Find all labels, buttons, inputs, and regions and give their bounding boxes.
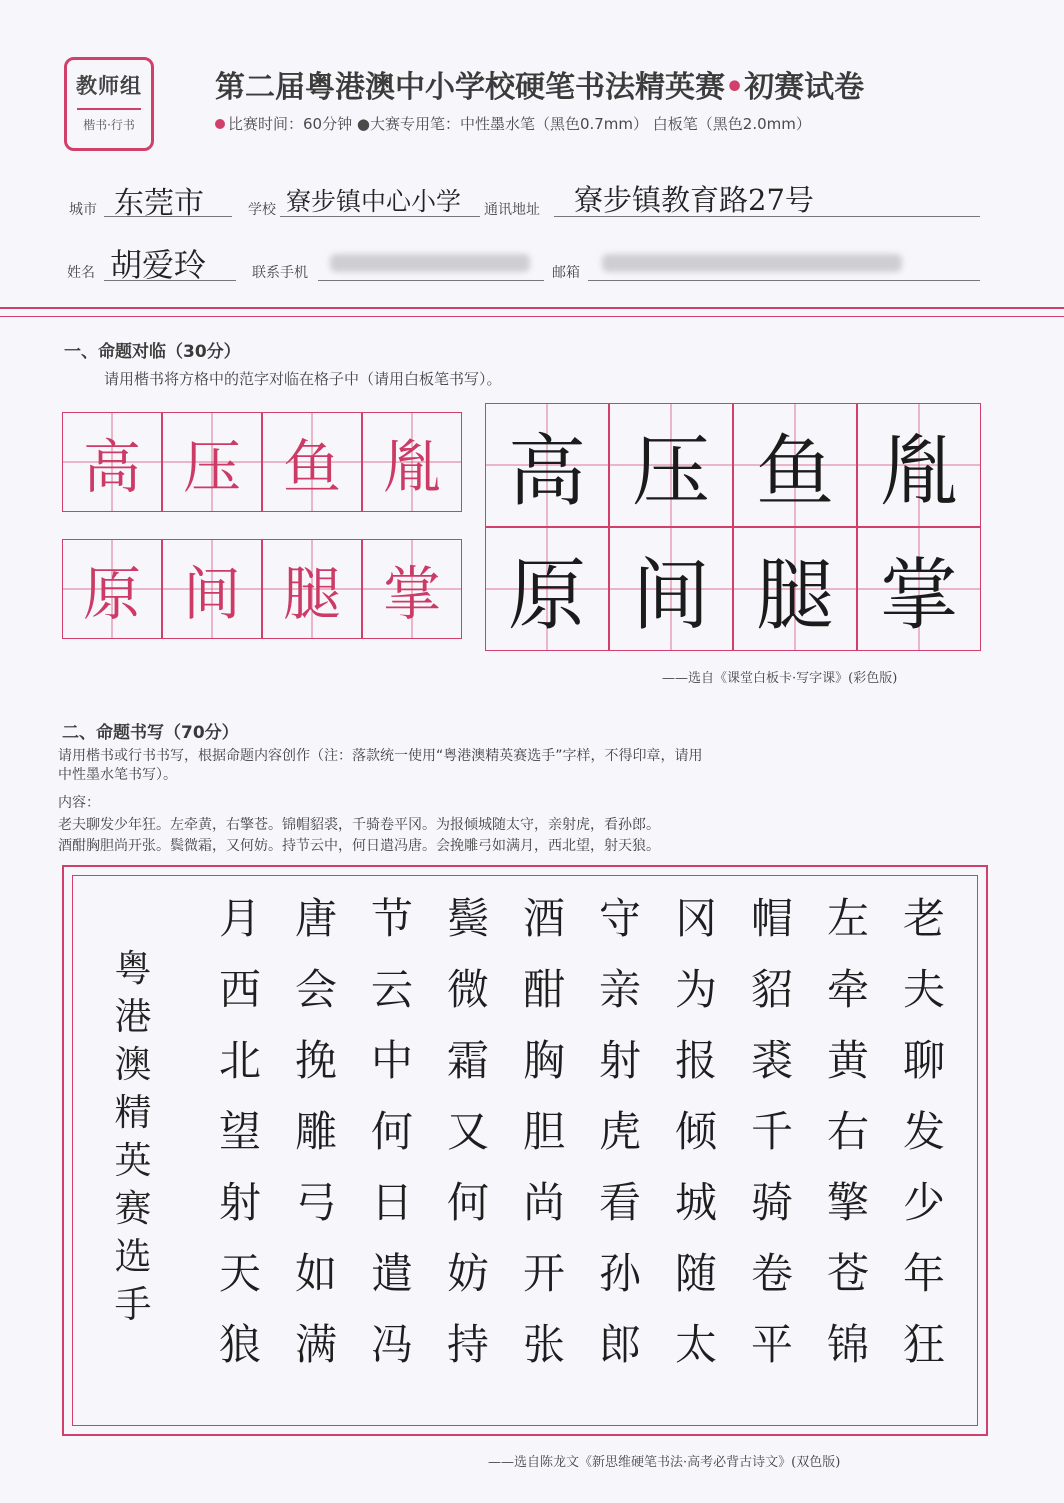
copy-cell: 掌 (362, 539, 462, 639)
section2-instruction-1: 请用楷书或行书书写，根据命题内容创作（注：落款统一使用“粤港澳精英赛选手”字样，不得印章，请用 (58, 748, 703, 764)
poem-char: 酒 (522, 894, 565, 943)
model-cell: 腿 (733, 527, 857, 651)
poem-char: 遣 (370, 1249, 413, 1298)
poem-char: 太 (674, 1320, 717, 1369)
model-cell: 鱼 (733, 403, 857, 527)
poem-char: 妨 (446, 1249, 489, 1298)
model-cell: 原 (485, 527, 609, 651)
school-field[interactable] (280, 180, 480, 217)
poem-char: 酣 (522, 965, 565, 1014)
title-main: 第二届粤港澳中小学校硬笔书法精英赛 (215, 70, 725, 105)
poem-char: 开 (522, 1249, 565, 1298)
poem-char: 西 (218, 965, 261, 1014)
name-field[interactable] (104, 240, 236, 284)
poem-char: 平 (750, 1320, 793, 1369)
poem-char: 年 (902, 1249, 945, 1298)
content-line-1: 老夫聊发少年狂。左牵黄，右擎苍。锦帽貂裘，千骑卷平冈。为报倾城随太守，亲射虎，看孙郎。 (58, 817, 660, 833)
poem-char: 狂 (902, 1320, 945, 1369)
poem-char: 月 (218, 894, 261, 943)
email-label: 邮箱 (552, 265, 580, 281)
poem-char: 裘 (750, 1036, 793, 1085)
signature-char: 选 (114, 1235, 152, 1278)
poem-char: 牵 (826, 965, 869, 1014)
poem-char: 尚 (522, 1178, 565, 1227)
poem-char: 擎 (826, 1178, 869, 1227)
copy-cell: 高 (62, 412, 162, 512)
city-value: 东莞市 (114, 186, 204, 221)
signature-char: 手 (114, 1283, 152, 1326)
signature (110, 945, 156, 1329)
address-value: 寮步镇教育路27号 (574, 183, 814, 217)
section1-source: ——选自《课堂白板卡·写字课》(彩色版) (662, 671, 898, 686)
poem-column (894, 883, 954, 1380)
poem-column (514, 883, 574, 1380)
poem-char: 微 (446, 965, 489, 1014)
poem-char: 鬓 (446, 894, 489, 943)
section1-instruction: 请用楷书将方格中的范字对临在格子中（请用白板笔书写）。 (104, 370, 502, 388)
poem-char: 日 (370, 1178, 413, 1227)
poem-char: 射 (598, 1036, 641, 1085)
poem-char: 貂 (750, 965, 793, 1014)
poem-char: 持 (446, 1320, 489, 1369)
poem-column (666, 883, 726, 1380)
poem-char: 虎 (598, 1107, 641, 1156)
model-cell: 胤 (857, 403, 981, 527)
poem-char: 胆 (522, 1107, 565, 1156)
poem-char: 郎 (598, 1320, 641, 1369)
email-field[interactable] (588, 244, 980, 281)
poem-char: 夫 (902, 965, 945, 1014)
signature-char: 赛 (114, 1187, 152, 1230)
poem-char: 张 (522, 1320, 565, 1369)
poem-column (210, 883, 270, 1380)
badge-divider (77, 108, 141, 110)
poem-char: 锦 (826, 1320, 869, 1369)
signature-char: 英 (114, 1139, 152, 1182)
city-label: 城市 (69, 202, 97, 218)
name-value: 胡爱玲 (110, 246, 207, 284)
model-cell: 间 (609, 527, 733, 651)
school-label: 学校 (248, 202, 276, 218)
poem-char: 老 (902, 894, 945, 943)
address-field[interactable] (554, 178, 980, 217)
poem-char: 射 (218, 1178, 261, 1227)
signature-char: 精 (114, 1091, 152, 1134)
poem-char: 报 (674, 1036, 717, 1085)
city-field[interactable] (104, 180, 232, 221)
content-line-2: 酒酣胸胆尚开张。鬓微霜，又何妨。持节云中，何日遣冯唐。会挽雕弓如满月，西北望，射天狼。 (58, 838, 660, 854)
address-label: 通讯地址 (484, 202, 540, 218)
signature-char: 粤 (114, 947, 152, 990)
poem-char: 为 (674, 965, 717, 1014)
section1-heading: 一、命题对临（30分） (64, 342, 241, 362)
poem-char: 霜 (446, 1036, 489, 1085)
poem-char: 聊 (902, 1036, 945, 1085)
poem-char: 发 (902, 1107, 945, 1156)
poem-column (362, 883, 422, 1380)
poem-char: 何 (370, 1107, 413, 1156)
section2-source: ——选自陈龙文《新思维硬笔书法·高考必背古诗文》(双色版) (488, 1455, 841, 1470)
poem-char: 天 (218, 1249, 261, 1298)
copy-cell: 胤 (362, 412, 462, 512)
page-title (215, 62, 864, 106)
poem-char: 会 (294, 965, 337, 1014)
title-dot: • (725, 70, 745, 105)
copy-cell: 腿 (262, 539, 362, 639)
bullet-icon (215, 119, 225, 129)
poem-char: 雕 (294, 1107, 337, 1156)
poem-char: 望 (218, 1107, 261, 1156)
name-label: 姓名 (67, 265, 95, 281)
section2-heading: 二、命题书写（70分） (62, 723, 239, 743)
poem-char: 又 (446, 1107, 489, 1156)
poem-char: 右 (826, 1107, 869, 1156)
poem-char: 挽 (294, 1036, 337, 1085)
badge-subtitle: 楷书·行书 (83, 118, 135, 132)
poem-char: 随 (674, 1249, 717, 1298)
poem-char: 节 (370, 894, 413, 943)
signature-char: 港 (114, 995, 152, 1038)
poem-char: 狼 (218, 1320, 261, 1369)
poem-char: 胸 (522, 1036, 565, 1085)
poem-char: 冈 (674, 894, 717, 943)
signature-char: 澳 (114, 1043, 152, 1086)
poem-char: 看 (598, 1178, 641, 1227)
badge-title: 教师组 (76, 74, 142, 98)
poem-char: 冯 (370, 1320, 413, 1369)
poem-char: 如 (294, 1249, 337, 1298)
copy-cell: 鱼 (262, 412, 362, 512)
phone-label: 联系手机 (252, 265, 308, 281)
group-badge (64, 57, 154, 151)
poem-char: 千 (750, 1107, 793, 1156)
poem-char: 亲 (598, 965, 641, 1014)
poem-char: 何 (446, 1178, 489, 1227)
poem-char: 黄 (826, 1036, 869, 1085)
poem-char: 云 (370, 965, 413, 1014)
poem-column (818, 883, 878, 1380)
poem-char: 苍 (826, 1249, 869, 1298)
email-redacted (602, 254, 902, 272)
model-cell: 高 (485, 403, 609, 527)
copy-cell: 压 (162, 412, 262, 512)
poem-char: 骑 (750, 1178, 793, 1227)
phone-field[interactable] (318, 244, 544, 281)
poem-char: 北 (218, 1036, 261, 1085)
copy-cell: 原 (62, 539, 162, 639)
model-cell: 掌 (857, 527, 981, 651)
copy-cell: 间 (162, 539, 262, 639)
school-value: 寮步镇中心小学 (286, 187, 462, 216)
poem-char: 左 (826, 894, 869, 943)
divider-top (0, 307, 1064, 309)
exam-info (215, 113, 811, 134)
exam-info-text: 比赛时间：60分钟 ●大赛专用笔：中性墨水笔（黑色0.7mm） 白板笔（黑色2.0mm） (228, 115, 811, 133)
poem-char: 帽 (750, 894, 793, 943)
poem-char: 唐 (294, 894, 337, 943)
poem-column (286, 883, 346, 1380)
poem-char: 城 (674, 1178, 717, 1227)
model-cell: 压 (609, 403, 733, 527)
poem-char: 满 (294, 1320, 337, 1369)
poem-column (438, 883, 498, 1380)
poem-char: 弓 (294, 1178, 337, 1227)
title-tail: 初赛试卷 (744, 70, 865, 105)
poem-char: 孙 (598, 1249, 641, 1298)
poem-column (742, 883, 802, 1380)
divider-bottom (0, 316, 1064, 317)
poem-char: 卷 (750, 1249, 793, 1298)
poem-char: 少 (902, 1178, 945, 1227)
content-label: 内容： (58, 795, 100, 811)
phone-redacted (330, 254, 530, 272)
section2-instruction-2: 中性墨水笔书写）。 (58, 767, 177, 783)
poem-char: 倾 (674, 1107, 717, 1156)
poem-column (590, 883, 650, 1380)
poem-char: 中 (370, 1036, 413, 1085)
poem-char: 守 (598, 894, 641, 943)
